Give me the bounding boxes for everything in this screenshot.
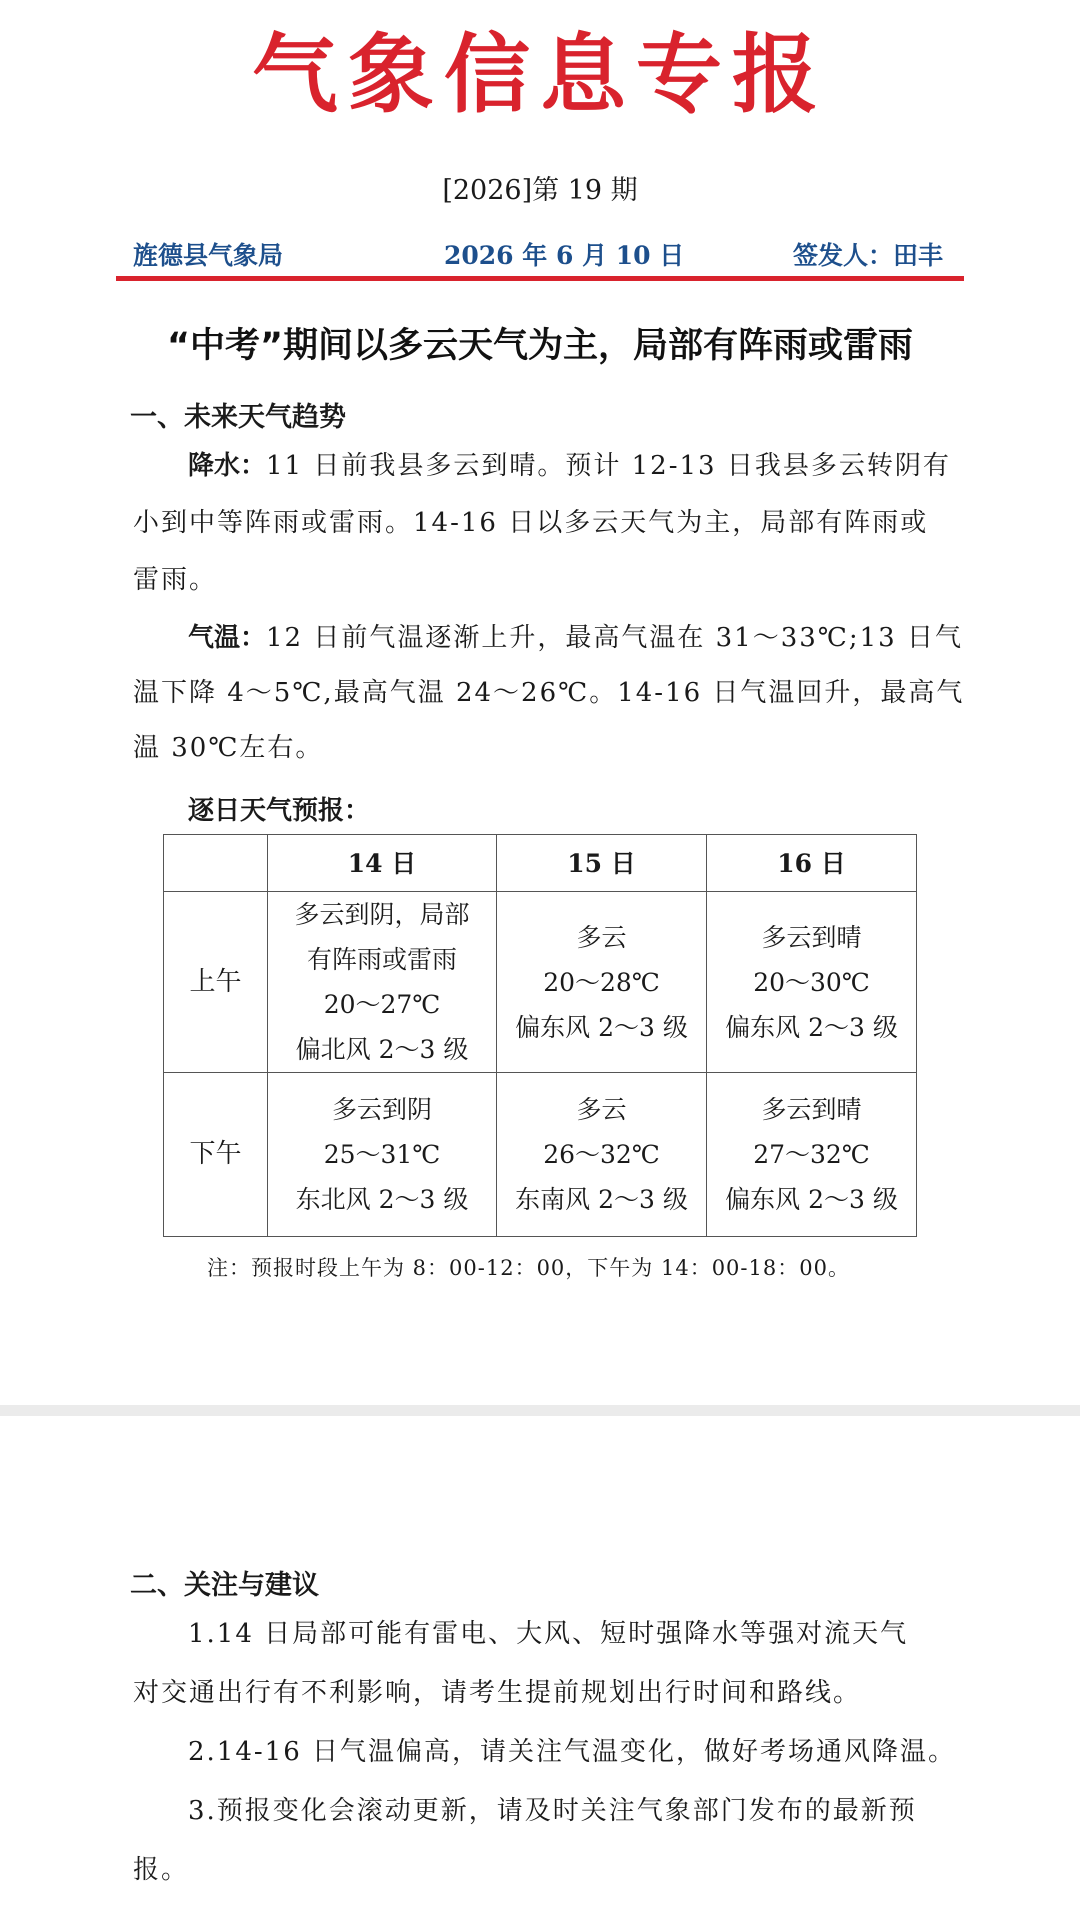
forecast-cell: [268, 892, 497, 1073]
header-divider: [116, 276, 964, 281]
precip-text-1: 11 日前我县多云到晴。预计 12-13 日我县多云转阴有: [266, 451, 951, 481]
table-header-cell: 16 日: [707, 835, 917, 892]
period-cell: 上午: [164, 892, 268, 1073]
advice-item-3-line-1: 3.预报变化会滚动更新，请及时关注气象部门发布的最新预: [188, 1796, 917, 1826]
table-header-row: [164, 835, 917, 892]
cell-line: 偏东风 2～3 级: [725, 1185, 898, 1214]
cell-line: 20～28℃: [543, 967, 660, 997]
temp-line-3: 温 30℃左右。: [133, 733, 324, 763]
cell-line: 27～32℃: [753, 1140, 870, 1169]
period-cell: 下午: [164, 1073, 268, 1237]
table-header-cell: 15 日: [497, 835, 707, 892]
cell-line: 20～30℃: [753, 967, 870, 997]
precip-line-2: 小到中等阵雨或雷雨。14-16 日以多云天气为主，局部有阵雨或: [133, 508, 929, 538]
masthead-title: 气象信息专报: [252, 24, 828, 125]
precip-line-3: 雷雨。: [133, 565, 218, 595]
issue-date: 2026 年 6 月 10 日: [444, 241, 685, 270]
forecast-cell: [497, 1073, 707, 1237]
cell-line: 20～27℃: [323, 990, 441, 1019]
cell-line: 多云到晴: [761, 1095, 862, 1124]
cell-line: 多云: [576, 1095, 627, 1124]
temp-label: 气温：: [188, 623, 267, 653]
cell-line: 有阵雨或雷雨: [306, 945, 457, 974]
temp-line-2: 温下降 4～5℃,最高气温 24～26℃。14-16 日气温回升，最高气: [133, 678, 965, 708]
advice-item-1-line-1: 1.14 日局部可能有雷电、大风、短时强降水等强对流天气: [188, 1619, 909, 1649]
cell-line: 多云到阴，局部: [294, 900, 470, 929]
daily-forecast-table: [163, 834, 917, 1237]
advice-item-2: 2.14-16 日气温偏高，请关注气温变化，做好考场通风降温。: [188, 1737, 957, 1767]
advice-item-3-line-2: 报。: [133, 1855, 190, 1885]
cell-line: 多云: [576, 922, 627, 952]
headline: “中考”期间以多云天气为主，局部有阵雨或雷雨: [166, 326, 913, 366]
forecast-cell: [707, 1073, 917, 1237]
document-page-2: [0, 1416, 1080, 1909]
cell-line: 26～32℃: [543, 1140, 660, 1169]
precip-line-1: [188, 448, 951, 484]
cell-line: 偏东风 2～3 级: [725, 1012, 898, 1042]
table-header-cell: 14 日: [268, 835, 497, 892]
cell-line: 东南风 2～3 级: [515, 1185, 688, 1214]
table-row-afternoon: [164, 1073, 917, 1237]
table-corner-cell: [164, 835, 268, 892]
cell-line: 多云到晴: [761, 922, 862, 952]
section1-title: 一、未来天气趋势: [130, 402, 346, 433]
daily-forecast-title: 逐日天气预报：: [188, 796, 371, 826]
precip-label: 降水：: [188, 451, 267, 481]
cell-line: 偏东风 2～3 级: [515, 1012, 688, 1042]
table-row-morning: [164, 892, 917, 1073]
forecast-cell: [707, 892, 917, 1073]
issue-number: [2026]第 19 期: [442, 175, 638, 206]
section2-title: 二、关注与建议: [130, 1570, 319, 1601]
signer: 签发人：田丰: [793, 241, 944, 270]
temp-line-1: [188, 620, 963, 656]
cell-line: 25～31℃: [323, 1140, 441, 1169]
temp-text-1: 12 日前气温逐渐上升，最高气温在 31～33℃;13 日气: [266, 623, 963, 653]
agency-name: 旌德县气象局: [133, 241, 284, 270]
table-note: 注：预报时段上午为 8：00-12：00，下午为 14：00-18：00。: [207, 1256, 850, 1280]
cell-line: 偏北风 2～3 级: [295, 1035, 469, 1064]
cell-line: 东北风 2～3 级: [295, 1185, 469, 1214]
cell-line: 多云到阴: [331, 1095, 432, 1124]
forecast-cell: [497, 892, 707, 1073]
advice-item-1-line-2: 对交通出行有不利影响，请考生提前规划出行时间和路线。: [133, 1678, 862, 1708]
forecast-cell: [268, 1073, 497, 1237]
